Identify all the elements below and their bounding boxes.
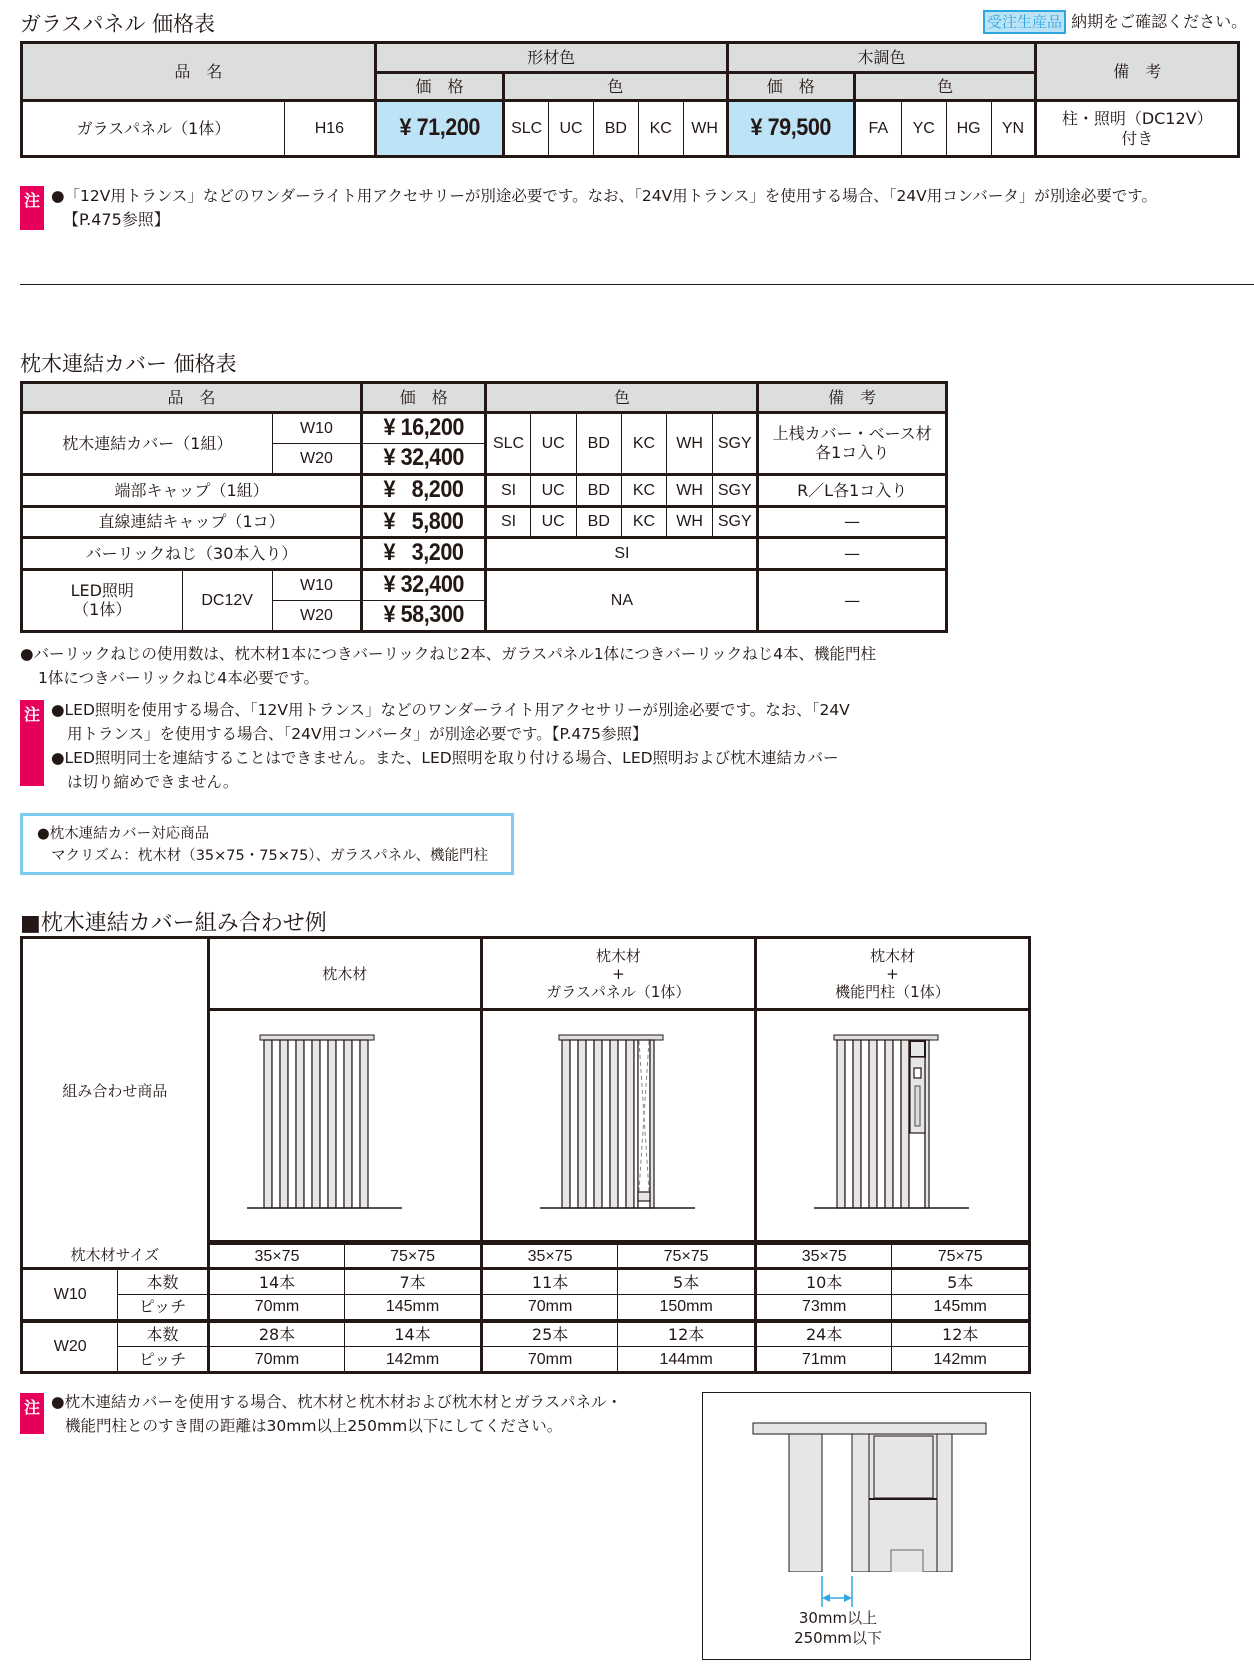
combo-row-label: 組み合わせ商品 bbox=[22, 938, 209, 1243]
color-code: SI bbox=[486, 506, 530, 538]
item-name bbox=[22, 570, 183, 632]
sleeper-glass-fence-icon bbox=[483, 1011, 756, 1236]
pitch-value: 70mm bbox=[481, 1347, 618, 1373]
glass-panel-title: ガラスパネル 価格表 bbox=[20, 12, 216, 36]
count-value: 10本 bbox=[755, 1269, 892, 1295]
header-wood-color: 木調色 bbox=[727, 43, 1036, 73]
note-line: 機能門柱とのすき間の距離は30mm以上250mm以下にしてください。 bbox=[65, 1417, 563, 1436]
item-size: W10 bbox=[272, 413, 361, 444]
note-line: 【P.475参照】 bbox=[63, 210, 170, 230]
made-to-order-text: 納期をご確認ください。 bbox=[1071, 12, 1248, 31]
gap-range-label bbox=[763, 1608, 913, 1649]
price: ¥ 8,200 bbox=[362, 474, 486, 506]
color-code: FA bbox=[854, 101, 901, 157]
led-note bbox=[51, 698, 961, 794]
price: ¥ 3,200 bbox=[362, 538, 486, 570]
item-name: ガラスパネル（1体） bbox=[22, 101, 285, 157]
header-item: 品 名 bbox=[22, 383, 362, 413]
combo-column-header bbox=[755, 938, 1029, 1010]
section-divider bbox=[20, 284, 1254, 285]
pitch-value: 70mm bbox=[208, 1347, 345, 1373]
pitch-value: 70mm bbox=[481, 1295, 618, 1321]
price: ¥ 58,300 bbox=[362, 600, 486, 631]
combo-header-line: 枕木材 bbox=[322, 964, 368, 983]
color-code: SLC bbox=[504, 101, 549, 157]
sleeper-glass-illustration bbox=[481, 1010, 755, 1243]
remarks-cell: R／L各1コ入り bbox=[758, 474, 947, 506]
sleeper-gatepost-illustration bbox=[755, 1010, 1029, 1243]
count-value: 12本 bbox=[618, 1321, 756, 1347]
header-remarks: 備 考 bbox=[758, 383, 947, 413]
header-color: 色 bbox=[486, 383, 758, 413]
pitch-value: 142mm bbox=[345, 1347, 482, 1373]
price: ¥ 32,400 bbox=[362, 570, 486, 601]
combo-table bbox=[20, 936, 1031, 1374]
table-row bbox=[22, 474, 947, 506]
pitch-value: 150mm bbox=[618, 1295, 756, 1321]
color-code: SLC bbox=[486, 413, 530, 475]
color-code: UC bbox=[530, 474, 576, 506]
table-row bbox=[22, 1347, 1030, 1373]
pitch-value: 70mm bbox=[208, 1295, 345, 1321]
color-code: WH bbox=[667, 474, 713, 506]
count-value: 14本 bbox=[345, 1321, 482, 1347]
item-name-line: LED照明 bbox=[70, 581, 134, 601]
remarks-cell bbox=[1036, 101, 1239, 157]
header-price-wood: 価 格 bbox=[727, 73, 854, 101]
table-row bbox=[22, 1243, 1030, 1269]
count-value: 24本 bbox=[755, 1321, 892, 1347]
color-code: BD bbox=[576, 506, 621, 538]
header-color-shape: 色 bbox=[504, 73, 727, 101]
color-code: KC bbox=[621, 506, 666, 538]
note-line: ●「12V用トランス」などのワンダーライト用アクセサリーが別途必要です。なお、「24V用トランス」を使用する場合、「24V用コンバータ」が別途必要です。 bbox=[51, 187, 1157, 205]
item-size: W20 bbox=[272, 444, 361, 475]
color-code: BD bbox=[576, 474, 621, 506]
pitch-value: 71mm bbox=[755, 1347, 892, 1373]
color-code: KC bbox=[621, 413, 666, 475]
note-tag: 注 bbox=[20, 1393, 44, 1434]
combo-header-line: 機能門柱（1体） bbox=[835, 982, 950, 1001]
count-value: 25本 bbox=[481, 1321, 618, 1347]
price: ¥ 5,800 bbox=[362, 506, 486, 538]
size-value: 35×75 bbox=[755, 1243, 892, 1269]
price: ¥ 16,200 bbox=[362, 413, 486, 444]
size-value: 75×75 bbox=[892, 1243, 1030, 1269]
pitch-label: ピッチ bbox=[118, 1295, 208, 1321]
w20-label: W20 bbox=[22, 1321, 118, 1373]
color-code: YC bbox=[901, 101, 946, 157]
price-wood-color: ¥ 79,500 bbox=[727, 101, 854, 157]
color-code: KC bbox=[638, 101, 683, 157]
made-to-order-notice bbox=[983, 9, 1247, 34]
color-code: NA bbox=[486, 570, 758, 632]
compat-text: マクリズム：枕木材（35×75・75×75）、ガラスパネル、機能門柱 bbox=[51, 848, 488, 865]
header-item: 品 名 bbox=[22, 43, 376, 101]
color-code: WH bbox=[667, 413, 713, 475]
price-shape-color: ¥ 71,200 bbox=[375, 101, 503, 157]
note-line: は切り縮めできません。 bbox=[67, 773, 239, 792]
note-line: ●LED照明同士を連結することはできません。また、LED照明を取り付ける場合、LED照明および枕木連結カバー bbox=[51, 749, 839, 768]
price: ¥ 32,400 bbox=[362, 444, 486, 475]
item-size: H16 bbox=[285, 101, 376, 157]
remarks-line: 付き bbox=[1121, 128, 1154, 148]
note-line: ●バーリックねじの使用数は、枕木材1本につきバーリックねじ2本、ガラスパネル1体につきバーリックねじ4本、機能門柱 bbox=[20, 645, 877, 663]
color-code: WH bbox=[683, 101, 727, 157]
remarks-line: 上桟カバー・ベース材 bbox=[772, 424, 932, 444]
remarks-line: 柱・照明（DC12V） bbox=[1061, 109, 1213, 129]
compat-title: ●枕木連結カバー対応商品 bbox=[37, 826, 210, 842]
size-label: 枕木材サイズ bbox=[22, 1243, 209, 1269]
item-size: W10 bbox=[272, 570, 361, 601]
header-price: 価 格 bbox=[362, 383, 486, 413]
gap-min-label: 30mm以上 bbox=[798, 1609, 878, 1627]
item-name: バーリックねじ（30本入り） bbox=[22, 538, 362, 570]
pitch-value: 145mm bbox=[345, 1295, 482, 1321]
count-value: 5本 bbox=[618, 1269, 756, 1295]
table-row bbox=[22, 101, 1239, 157]
size-value: 75×75 bbox=[345, 1243, 482, 1269]
remarks-cell: — bbox=[758, 538, 947, 570]
color-code: BD bbox=[576, 413, 621, 475]
combo-column-header bbox=[208, 938, 481, 1010]
note-line: 用トランス」を使用する場合、「24V用コンバータ」が別途必要です。【P.475参照】 bbox=[67, 725, 648, 744]
cover-price-table bbox=[20, 381, 948, 633]
pitch-label: ピッチ bbox=[118, 1347, 208, 1373]
color-code: UC bbox=[549, 101, 594, 157]
count-value: 28本 bbox=[208, 1321, 345, 1347]
glass-panel-price-table bbox=[20, 41, 1240, 158]
color-code: KC bbox=[621, 474, 666, 506]
color-code: SGY bbox=[713, 413, 758, 475]
gap-note bbox=[51, 1390, 691, 1438]
remarks-cell: — bbox=[844, 590, 861, 610]
remarks-line: 各1コ入り bbox=[815, 443, 890, 463]
cover-title: 枕木連結カバー 価格表 bbox=[20, 352, 237, 376]
gap-diagram bbox=[702, 1392, 1031, 1660]
combo-header-line: 枕木材 bbox=[595, 946, 641, 965]
color-code: HG bbox=[946, 101, 991, 157]
header-color-wood: 色 bbox=[854, 73, 1036, 101]
color-code: SGY bbox=[713, 506, 758, 538]
color-code: SI bbox=[486, 474, 530, 506]
color-code: UC bbox=[530, 506, 576, 538]
item-voltage: DC12V bbox=[182, 570, 272, 632]
combo-header-line: 枕木材 bbox=[869, 946, 915, 965]
color-code: BD bbox=[593, 101, 638, 157]
table-row bbox=[22, 506, 947, 538]
sleeper-gatepost-fence-icon bbox=[757, 1011, 1030, 1236]
combo-header-line: ガラスパネル（1体） bbox=[546, 982, 691, 1001]
color-code: SI bbox=[486, 538, 758, 570]
glass-panel-note bbox=[51, 184, 1251, 233]
remarks-cell: — bbox=[758, 506, 947, 538]
item-name: 直線連結キャップ（1コ） bbox=[22, 506, 362, 538]
item-name-line: （1体） bbox=[73, 600, 132, 620]
color-code: WH bbox=[667, 506, 713, 538]
count-label: 本数 bbox=[118, 1321, 208, 1347]
w10-label: W10 bbox=[22, 1269, 118, 1321]
pitch-value: 144mm bbox=[618, 1347, 756, 1373]
count-value: 5本 bbox=[892, 1269, 1030, 1295]
color-code: YN bbox=[991, 101, 1036, 157]
pitch-value: 145mm bbox=[892, 1295, 1030, 1321]
color-code: UC bbox=[530, 413, 576, 475]
header-shape-color: 形材色 bbox=[375, 43, 727, 73]
combo-header-line: + bbox=[612, 964, 625, 983]
table-row bbox=[22, 570, 947, 601]
size-value: 75×75 bbox=[618, 1243, 756, 1269]
count-value: 11本 bbox=[481, 1269, 618, 1295]
table-row bbox=[22, 538, 947, 570]
sleeper-fence-icon bbox=[210, 1011, 482, 1236]
count-value: 7本 bbox=[345, 1269, 482, 1295]
item-name: 枕木連結カバー（1組） bbox=[22, 413, 273, 475]
pitch-value: 142mm bbox=[933, 1350, 987, 1368]
made-to-order-badge: 受注生産品 bbox=[983, 10, 1066, 34]
note-line: ●LED照明を使用する場合、「12V用トランス」などのワンダーライト用アクセサリーが別途必要です。なお、「24V bbox=[51, 701, 850, 719]
table-row bbox=[22, 1269, 1030, 1295]
note-line: 1体につきバーリックねじ4本必要です。 bbox=[38, 669, 320, 688]
remarks-cell bbox=[758, 413, 947, 475]
combo-title: ■枕木連結カバー組み合わせ例 bbox=[20, 911, 327, 936]
color-code: SGY bbox=[713, 474, 758, 506]
item-name: 端部キャップ（1組） bbox=[22, 474, 362, 506]
gap-max-label: 250mm以下 bbox=[794, 1629, 882, 1648]
note-tag: 注 bbox=[20, 186, 44, 230]
note-line: ●枕木連結カバーを使用する場合、枕木材と枕木材および枕木材とガラスパネル・ bbox=[51, 1393, 623, 1411]
combo-header-line: + bbox=[886, 964, 899, 983]
count-label: 本数 bbox=[118, 1269, 208, 1295]
size-value: 35×75 bbox=[481, 1243, 618, 1269]
table-row bbox=[22, 413, 947, 444]
note-tag: 注 bbox=[20, 700, 44, 786]
combo-column-header bbox=[481, 938, 755, 1010]
header-remarks: 備 考 bbox=[1036, 43, 1239, 101]
compatible-products-box bbox=[20, 813, 514, 875]
table-row bbox=[22, 1321, 1030, 1347]
item-size: W20 bbox=[272, 600, 361, 631]
table-row bbox=[22, 1295, 1030, 1321]
size-value: 35×75 bbox=[208, 1243, 345, 1269]
pitch-value: 73mm bbox=[755, 1295, 892, 1321]
screw-usage-note bbox=[20, 642, 960, 690]
count-value: 12本 bbox=[892, 1321, 1030, 1347]
count-value: 14本 bbox=[208, 1269, 345, 1295]
header-price-shape: 価 格 bbox=[375, 73, 503, 101]
sleeper-only-illustration bbox=[208, 1010, 481, 1243]
